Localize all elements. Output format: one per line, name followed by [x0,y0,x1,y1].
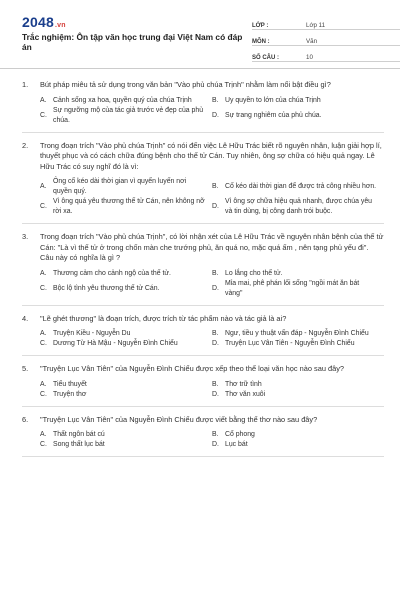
answer-option[interactable] [212,279,384,299]
meta-label: MÔN : [252,39,270,45]
question-4 [22,314,384,357]
question-text: Bút pháp miêu tả sử dụng trong văn bản "Vào phủ chúa Trịnh" nhằm làm nổi bật điều gì? [40,80,331,89]
question-text: "Truyện Lục Vân Tiên" của Nguyễn Đình Chiểu được xếp theo thể loại văn học nào sau đây? [40,364,345,373]
header-divider [0,68,400,69]
question-number: 6. [22,414,29,424]
answer-option[interactable] [40,339,212,349]
option-letter: C. [40,340,47,347]
option-letter: C. [40,111,47,119]
option-letter: A. [40,269,47,277]
question-number: 3. [22,232,29,241]
option-text: Ngư, tiều y thuật vấn đáp - Nguyễn Đình Chiểu [225,330,369,337]
worksheet-meta [252,15,400,63]
option-text: Mỉa mai, phê phán lối sống "ngồi mát ăn bát vàng" [225,279,360,297]
option-letter: A. [40,380,47,388]
option-letter: D. [212,203,219,210]
question-2 [22,141,384,225]
option-letter: D. [212,284,219,292]
worksheet-header [22,0,386,64]
meta-label: SỐ CÂU : [252,55,279,61]
question-divider [22,406,384,407]
option-text: Lục bát [225,441,248,448]
option-letter: A. [40,96,47,104]
answer-option[interactable] [40,329,212,339]
answer-option[interactable] [40,197,212,217]
option-text: Thất ngôn bát cú [53,431,105,438]
meta-value: Văn [306,38,318,45]
question-number: 1. [22,80,29,89]
question-stem [22,80,384,91]
option-letter: A. [40,431,47,438]
option-letter: C. [40,390,47,398]
question-divider [22,223,384,224]
option-letter: B. [212,96,219,104]
option-letter: B. [212,330,219,337]
option-text: Ông cố kéo dài thời gian vì quyến luyến nơi quyền quý. [53,178,187,195]
meta-row-class [252,15,400,30]
option-text: Thương cảm cho cảnh ngộ của thế tử. [53,269,171,277]
answer-option[interactable] [40,380,212,390]
answer-option[interactable] [212,96,384,106]
option-text: Cổ phong [225,431,255,438]
option-letter: D. [212,340,219,347]
question-text: "Truyện Lục Vân Tiên" của Nguyễn Đình Chiểu được viết bằng thể thơ nào sau đây? [40,414,318,424]
meta-label: LỚP : [252,23,269,29]
option-text: Song thất lục bát [53,441,105,448]
question-5 [22,364,384,407]
question-divider [22,132,384,133]
option-letter: A. [40,330,47,337]
answer-options [40,269,384,299]
option-letter: D. [212,111,219,119]
answer-option[interactable] [212,177,384,197]
question-stem [22,141,384,173]
logo-suffix: .vn [54,22,66,29]
option-letter: D. [212,441,219,448]
option-text: Lo lắng cho thế tử. [225,269,283,277]
answer-option[interactable] [40,269,212,279]
answer-option[interactable] [40,96,212,106]
question-divider [22,456,384,457]
answer-option[interactable] [212,329,384,339]
option-letter: C. [40,284,47,292]
option-letter: B. [212,431,219,438]
option-letter: C. [40,441,47,448]
question-list [22,80,384,465]
question-text: "Lẽ ghét thương" là đoạn trích, được trích từ tác phẩm nào và tác giả là ai? [40,313,287,323]
answer-option[interactable] [212,440,384,450]
option-text: Thơ trữ tình [225,380,262,388]
meta-row-count [252,47,400,62]
question-3 [22,232,384,306]
answer-option[interactable] [212,380,384,390]
worksheet-title: Trắc nghiệm: Ôn tập văn học trung đại Việt Nam có đáp án [22,32,243,52]
question-divider [22,305,384,306]
meta-row-subject [252,31,400,46]
option-text: Bộc lộ tình yêu thương thế tử Cán. [53,284,160,292]
logo-text: 2048 [22,14,54,30]
question-6 [22,415,384,458]
question-stem [22,415,384,426]
answer-option[interactable] [212,339,384,349]
answer-option[interactable] [40,390,212,400]
question-stem [22,314,384,325]
meta-value: Lớp 11 [306,22,326,29]
option-text: Vì ông quá yêu thương thế tử Cán, nên không nỡ rời xa. [53,198,205,215]
answer-option[interactable] [212,106,384,126]
option-letter: C. [40,203,47,210]
answer-options [40,96,384,126]
answer-option[interactable] [40,430,212,440]
answer-options [40,430,384,450]
option-letter: A. [40,183,47,190]
answer-options [40,329,384,349]
option-text: Uy quyền to lớn của chúa Trịnh [225,96,321,104]
question-stem [22,232,384,264]
question-1 [22,80,384,133]
meta-value: 10 [306,54,313,61]
option-letter: B. [212,269,219,277]
question-number: 2. [22,140,29,150]
option-text: Truyện thơ [53,390,87,398]
option-text: Cố kéo dài thời gian để được trả công nhiều hơn. [225,183,377,190]
option-text: Truyện Lục Vân Tiên - Nguyễn Đình Chiểu [225,340,355,347]
answer-option[interactable] [40,440,212,450]
option-letter: B. [212,183,219,190]
option-text: Sự trang nghiêm của phủ chúa. [225,111,322,119]
question-text: Trong đoạn trích "Vào phủ chúa Trịnh" có nói đến việc Lê Hữu Trác biết rõ nguyên nhân, luận giải hợp lí, thuyết phục và có cách chữa đúng bệnh cho thế tử Cán. Tuy nhiên, ông sợ chữa có hiệu quả ngay. Lê Hữu Trác có suy nghĩ đó là vì: [40,140,382,171]
answer-option[interactable] [212,197,384,217]
answer-options [40,380,384,400]
question-number: 4. [22,313,29,323]
answer-option[interactable] [212,390,384,400]
option-text: Sự ngưỡng mộ của tác giả trước vẻ đẹp của phủ chúa. [53,106,204,124]
answer-options [40,177,384,217]
option-text: Cảnh sống xa hoa, quyền quý của chúa Trịnh [53,96,192,104]
option-text: Vì ông sợ chữa hiệu quả nhanh, được chúa yêu và tin dùng, bị công danh trói buộc. [225,198,372,215]
question-stem [22,364,384,375]
option-text: Truyện Kiều - Nguyễn Du [53,330,131,337]
site-logo[interactable] [22,14,66,30]
option-letter: B. [212,380,219,388]
question-text: Trong đoạn trích "Vào phủ chúa Trịnh", có lời nhận xét của Lê Hữu Trác về nguyên nhân bệnh của thế tử Cán: "Là vì thế tử ở trong chốn màn che trướng phủ, ăn quá no, mặc quá ấm , nên tạng phủ yếu đi". Câu này có nghĩa là gì ? [40,232,384,262]
question-divider [22,355,384,356]
answer-option[interactable] [40,106,212,126]
answer-option[interactable] [212,430,384,440]
answer-option[interactable] [40,279,212,299]
question-number: 5. [22,364,29,373]
option-letter: D. [212,390,219,398]
option-text: Tiểu thuyết [53,380,87,388]
option-text: Dương Từ Hà Mậu - Nguyễn Đình Chiểu [53,340,178,347]
option-text: Thơ văn xuôi [225,390,266,398]
answer-option[interactable] [40,177,212,197]
answer-option[interactable] [212,269,384,279]
